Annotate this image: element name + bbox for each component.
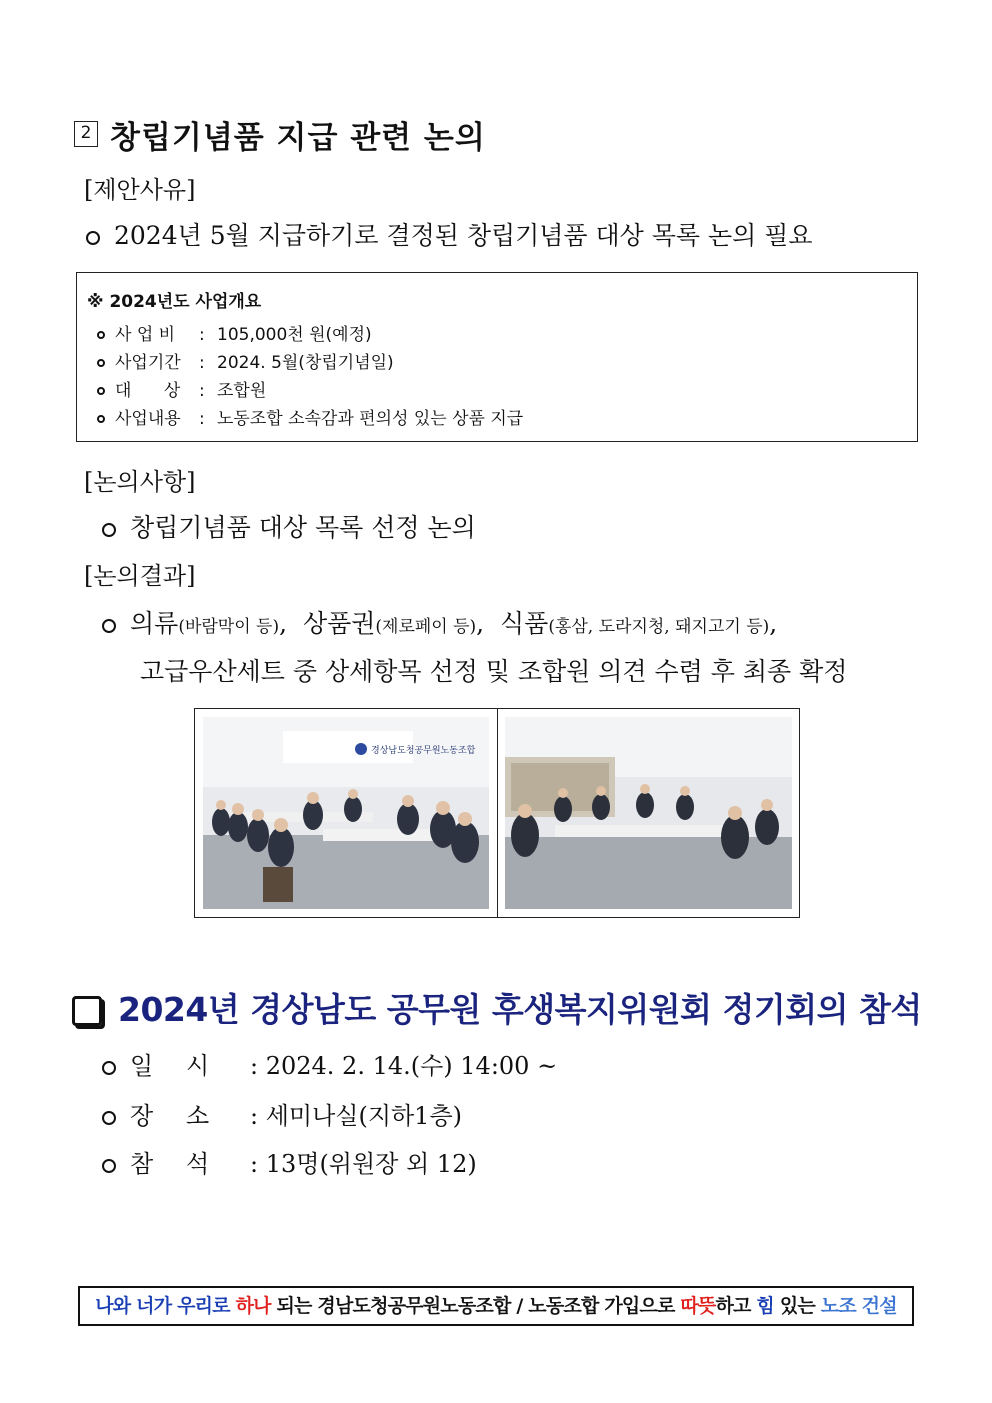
overview-row xyxy=(97,320,372,345)
slogan-part: 하나 xyxy=(235,1295,271,1317)
detail-value: : 2024. 2. 14.(수) 14:00 ~ xyxy=(250,1052,558,1080)
photo-sign-text: 경상남도청공무원노동조합 xyxy=(371,746,476,756)
detail-row-date xyxy=(102,1046,557,1081)
colon: : xyxy=(199,409,205,429)
reason-text: 2024년 5월 지급하기로 결정된 창립기념품 대상 목록 논의 필요 xyxy=(114,221,813,250)
slogan-part: 힘 xyxy=(756,1295,774,1317)
detail-value: : 13명(위원장 외 12) xyxy=(250,1150,477,1178)
overview-value: 105,000천 원(예정) xyxy=(217,325,372,345)
dot-bullet-icon xyxy=(97,359,105,367)
overview-key: 사업기간 xyxy=(115,353,181,373)
section-number-box: 2 xyxy=(74,121,98,147)
discussion-item xyxy=(102,508,476,544)
business-overview-box xyxy=(76,272,918,442)
slogan-part: 나와 너가 우리로 xyxy=(95,1295,230,1317)
circle-bullet-icon xyxy=(86,231,100,245)
colon: : xyxy=(199,325,205,345)
slogan-part: 있는 xyxy=(779,1295,815,1317)
slogan-part: 노조 건설 xyxy=(820,1295,897,1317)
detail-value: : 세미나실(지하1층) xyxy=(250,1102,462,1130)
detail-key2: 석 xyxy=(186,1150,210,1178)
result-item: 의류(바람막이 등), 상품권(제로페이 등), 식품(홍삼, 도라지청, 돼지고기 등), xyxy=(102,604,922,640)
overview-row xyxy=(97,404,523,429)
discussion-label: [논의사항] xyxy=(84,468,196,496)
circle-bullet-icon xyxy=(102,1061,116,1075)
section-title: 창립기념품 지급 관련 논의 xyxy=(110,120,486,156)
union-slogan-banner xyxy=(78,1286,914,1326)
circle-bullet-icon xyxy=(102,1111,116,1125)
overview-key: 대 상 xyxy=(115,381,181,401)
overview-value: 노동조합 소속감과 편의성 있는 상품 지급 xyxy=(217,409,524,429)
dot-bullet-icon xyxy=(97,387,105,395)
meeting-photo-2 xyxy=(505,717,792,909)
reason-item xyxy=(86,216,813,252)
result-item1-detail: (바람막이 등) xyxy=(178,617,280,637)
discussion-text: 창립기념품 대상 목록 선정 논의 xyxy=(130,513,476,542)
colon: : xyxy=(199,353,205,373)
result-label: [논의결과] xyxy=(84,562,196,590)
result-line2: 고급우산세트 중 상세항목 선정 및 조합원 의견 수렴 후 최종 확정 xyxy=(140,657,848,686)
colon: : xyxy=(199,381,205,401)
overview-value: 조합원 xyxy=(217,381,267,401)
checkbox-square-icon xyxy=(72,996,102,1026)
dot-bullet-icon xyxy=(97,331,105,339)
detail-key: 일 xyxy=(130,1052,154,1080)
slogan-part: 되는 경남도청공무원노동조합 / 노동조합 가입으로 xyxy=(276,1295,675,1317)
circle-bullet-icon xyxy=(102,523,116,537)
result-item3: 식품 xyxy=(500,609,549,638)
slogan-part: 따뜻 xyxy=(680,1295,716,1317)
detail-row-attendees xyxy=(102,1144,477,1179)
dot-bullet-icon xyxy=(97,415,105,423)
detail-key: 장 xyxy=(130,1102,154,1130)
overview-row xyxy=(97,348,394,373)
overview-title: ※ 2024년도 사업개요 xyxy=(87,292,262,312)
result-item2: 상품권 xyxy=(302,609,376,638)
slogan-part: 하고 xyxy=(715,1295,751,1317)
meeting-photo-1 xyxy=(203,717,489,909)
result-item3-detail: (홍삼, 도라지청, 돼지고기 등) xyxy=(548,617,770,637)
photo-divider xyxy=(497,709,498,917)
result-item2-detail: (제로페이 등) xyxy=(375,617,477,637)
circle-bullet-icon xyxy=(102,619,116,633)
detail-key2: 시 xyxy=(186,1052,210,1080)
overview-key: 사 업 비 xyxy=(115,325,176,345)
result-item1: 의류 xyxy=(130,609,179,638)
overview-value: 2024. 5월(창립기념일) xyxy=(217,353,394,373)
detail-row-place xyxy=(102,1096,462,1131)
detail-key: 참 xyxy=(130,1150,154,1178)
circle-bullet-icon xyxy=(102,1159,116,1173)
detail-key2: 소 xyxy=(186,1102,210,1130)
reason-label: [제안사유] xyxy=(84,176,196,204)
meeting-photos xyxy=(194,708,800,918)
overview-row xyxy=(97,376,266,401)
section3-title: 2024년 경상남도 공무원 후생복지위원회 정기회의 참석 xyxy=(118,990,922,1029)
overview-key: 사업내용 xyxy=(115,409,181,429)
